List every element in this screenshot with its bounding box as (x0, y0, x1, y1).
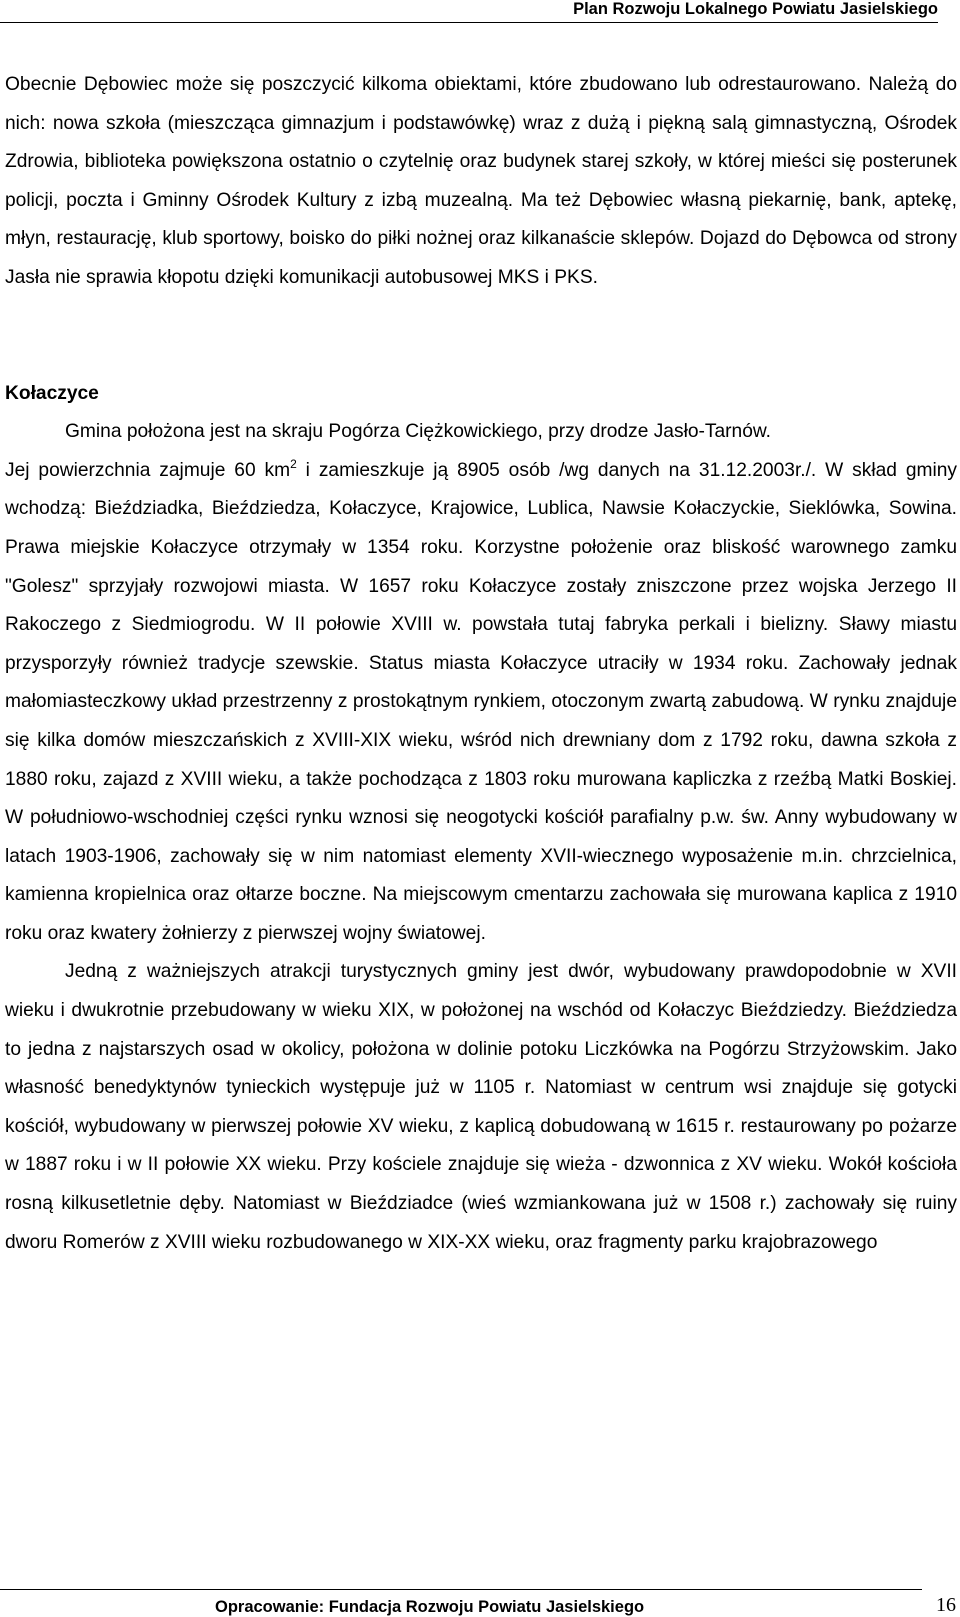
section-heading-kolaczyce: Kołaczyce (5, 382, 99, 404)
document-body (5, 66, 957, 1262)
paragraph-attractions: Jedną z ważniejszych atrakcji turystycznych gminy jest dwór, wybudowany prawdopodobnie w XVII wieku i dwukrotnie przebudowany w wieku XIX, w położonej na wschód od Kołaczyc Bieździedzy. Bieździedza to jedna z najstarszych osad w okolicy, położona w dolinie potoku Liczkówka na Pogórzu Strzyżowskim. Jako własność benedyktynów tynieckich występuje już w 1105 r. Natomiast w centrum wsi znajduje się gotycki kościół, wybudowany w pierwszej połowie XV wieku, z kaplicą dobudowaną w 1615 r. restaurowany po pożarze w 1887 roku i w II połowie XX wieku. Przy kościele znajduje się wieża - dzwonnica z XV wieku. Wokół kościoła rosną kilkusetletnie dęby. Natomiast w Bieździadce (wieś wzmiankowana już w 1508 r.) zachowały się ruiny dworu Romerów z XVIII wieku rozbudowanego w XIX-XX wieku, oraz fragmenty parku krajobrazowego (5, 961, 957, 1253)
paragraph-kolaczyce (5, 452, 957, 954)
page-header (0, 0, 938, 23)
area-text: Jej powierzchnia zajmuje 60 km (5, 459, 291, 481)
header-title: Plan Rozwoju Lokalnego Powiatu Jasielskiego (573, 0, 938, 18)
paragraph-kolaczyce-intro: Gmina położona jest na skraju Pogórza Ciężkowickiego, przy drodze Jasło-Tarnów. (65, 421, 772, 443)
footer-title: Opracowanie: Fundacja Rozwoju Powiatu Jasielskiego (215, 1598, 645, 1616)
paragraph-debowiec: Obecnie Dębowiec może się poszczycić kilkoma obiektami, które zbudowano lub odrestaurowano. Należą do nich: nowa szkoła (mieszcząca gimnazjum i podstawówkę) wraz z dużą i piękną salą gimnastyczną, Ośrodek Zdrowia, biblioteka powiększona ostatnio o czytelnię oraz budynek starej szkoły, w której mieści się posterunek policji, poczta i Gminny Ośrodek Kultury z izbą muzealną. Ma też Dębowiec własną piekarnię, bank, aptekę, młyn, restaurację, klub sportowy, boisko do piłki nożnej oraz kilkanaście sklepów. Dojazd do Dębowca od strony Jasła nie sprawia kłopotu dzięki komunikacji autobusowej MKS i PKS. (5, 74, 957, 288)
section-gap (5, 298, 957, 375)
kolaczyce-history-text: i zamieszkuje ją 8905 osób /wg danych na 31.12.2003r./. W skład gminy wchodzą: Bieździadka, Bieździedza, Kołaczyce, Krajowice, Lublica, Nawsie Kołaczyckie, Sieklówka, Sowina. Prawa miejskie Kołaczyce otrzymały w 1354 roku. Korzystne położenie oraz bliskość warownego zamku "Golesz" sprzyjały rozwojowi miasta. W 1657 roku Kołaczyce zostały zniszczone przez wojska Jerzego II Rakoczego z Siedmiogrodu. W II połowie XVIII w. powstała tutaj fabryka perkali i bielizny. Sławy miastu przysporzyły również tradycje szewskie. Status miasta Kołaczyce utraciły w 1934 roku. Zachowały jednak małomiasteczkowy układ przestrzenny z prostokątnym rynkiem, otoczonym zwartą zabudową. W rynku znajduje się kilka domów mieszczańskich z XVIII-XIX wieku, wśród nich drewniany dom z 1792 roku, dawna szkoła z 1880 roku, zajazd z XVIII wieku, a także pochodząca z 1803 roku murowana kapliczka z rzeźbą Matki Boskiej. W południowo-wschodniej części rynku wznosi się neogotycki kościół parafialny p.w. św. Anny wybudowany w latach 1903-1906, zachowały się w nim natomiast elementy XVII-wiecznego wyposażenie m.in. chrzcielnica, kamienna kropielnica oraz ołtarze boczne. Na miejscowym cmentarzu zachowała się murowana kaplica z 1910 roku oraz kwatery żołnierzy z pierwszej wojny światowej. (5, 459, 958, 944)
footer-divider (0, 1589, 922, 1590)
page-number: 16 (936, 1594, 956, 1616)
page-footer (0, 1586, 960, 1617)
area-superscript: 2 (290, 456, 297, 471)
